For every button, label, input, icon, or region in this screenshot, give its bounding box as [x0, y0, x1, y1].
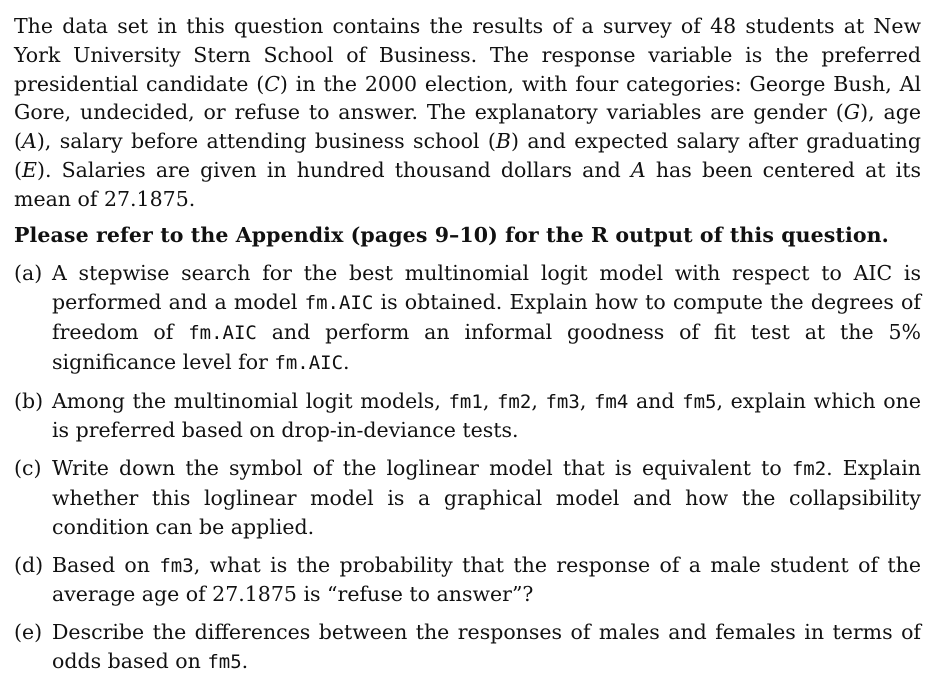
model-fm-aic: fm.AIC — [188, 321, 257, 344]
question-b-text-4: , — [579, 388, 594, 413]
question-d-text — [52, 551, 921, 610]
model-fm1: fm1 — [448, 390, 483, 413]
intro-text-2: ) in the 2000 election, with four categories: George Bush, Al Gore, undecided, or refuse to answer. The explanatory variables are gender ( — [14, 71, 921, 125]
intro-text-7: has been centered at its mean of 27.1875. — [14, 157, 921, 211]
question-c — [14, 454, 921, 541]
intro-text-1: The data set in this question contains the results of a survey of 48 students at New York University Stern School of Business. The response variable is the preferred presidential candidate ( — [14, 14, 921, 96]
question-d — [14, 551, 921, 610]
model-fm3: fm3 — [159, 554, 194, 577]
question-e-text-1: Describe the differences between the responses of males and females in terms of odds based on — [52, 620, 921, 673]
model-fm-aic: fm.AIC — [304, 292, 374, 315]
variable-c: C — [264, 71, 280, 96]
question-a-text-2: is obtained. Explain how to compute the degrees of freedom of — [52, 290, 921, 344]
question-e-text-2: . — [241, 648, 249, 673]
question-b — [14, 387, 921, 446]
question-b-text-2: , — [482, 388, 497, 413]
question-a-label: (a) — [14, 261, 43, 286]
model-fm-aic: fm.AIC — [274, 351, 344, 374]
question-d-text-2: , what is the probability that the response of a male student of the average age of 27.1875 is “refuse to answer”? — [52, 552, 922, 607]
question-a-text-4: . — [343, 349, 350, 374]
variable-a: A — [22, 129, 37, 154]
question-d-label: (d) — [14, 552, 44, 577]
appendix-note: Please refer to the Appendix (pages 9–10) for the R output of this question. — [14, 222, 889, 247]
model-fm3: fm3 — [545, 390, 580, 413]
intro-paragraph — [14, 12, 921, 214]
intro-text-5: ) and expected salary after graduating ( — [14, 129, 921, 182]
question-a-text-3: and perform an informal goodness of fit test at the 5% significance level for — [52, 319, 921, 374]
question-e-text — [52, 618, 921, 677]
variable-a-centered: A — [630, 157, 646, 182]
question-c-text-1: Write down the symbol of the loglinear model that is equivalent to — [52, 456, 792, 481]
variable-b: B — [495, 129, 511, 154]
model-fm2: fm2 — [791, 458, 827, 481]
question-a-text — [52, 259, 921, 377]
question-c-text-2: . Explain whether this loglinear model is a graphical model and how the collapsibility condition can be applied. — [52, 456, 921, 539]
question-a — [14, 259, 921, 377]
question-b-text-3: , — [531, 388, 546, 413]
model-fm2: fm2 — [496, 390, 532, 413]
question-b-text-6: , explain which one is preferred based on drop-in-deviance tests. — [52, 388, 921, 443]
question-b-text — [52, 387, 921, 446]
model-fm5: fm5 — [207, 650, 242, 673]
intro-text-4: ), salary before attending business school ( — [36, 129, 496, 154]
intro-text-6: ). Salaries are given in hundred thousand dollars and — [36, 157, 631, 182]
question-d-text-1: Based on — [52, 552, 160, 577]
variable-e: E — [22, 157, 37, 182]
model-fm5: fm5 — [682, 390, 717, 413]
question-b-label: (b) — [14, 388, 44, 413]
question-b-text-5: and — [628, 388, 683, 413]
question-e-label: (e) — [14, 620, 43, 645]
question-c-text — [52, 454, 921, 541]
question-b-text-1: Among the multinomial logit models, — [52, 388, 449, 413]
question-e — [14, 618, 921, 677]
question-a-text-1: A stepwise search for the best multinomial logit model with respect to AIC is performed and a model — [52, 261, 921, 315]
model-fm4: fm4 — [593, 390, 629, 413]
intro-text-3: ), age ( — [14, 100, 921, 154]
variable-g: G — [843, 100, 861, 125]
question-c-label: (c) — [14, 456, 42, 481]
